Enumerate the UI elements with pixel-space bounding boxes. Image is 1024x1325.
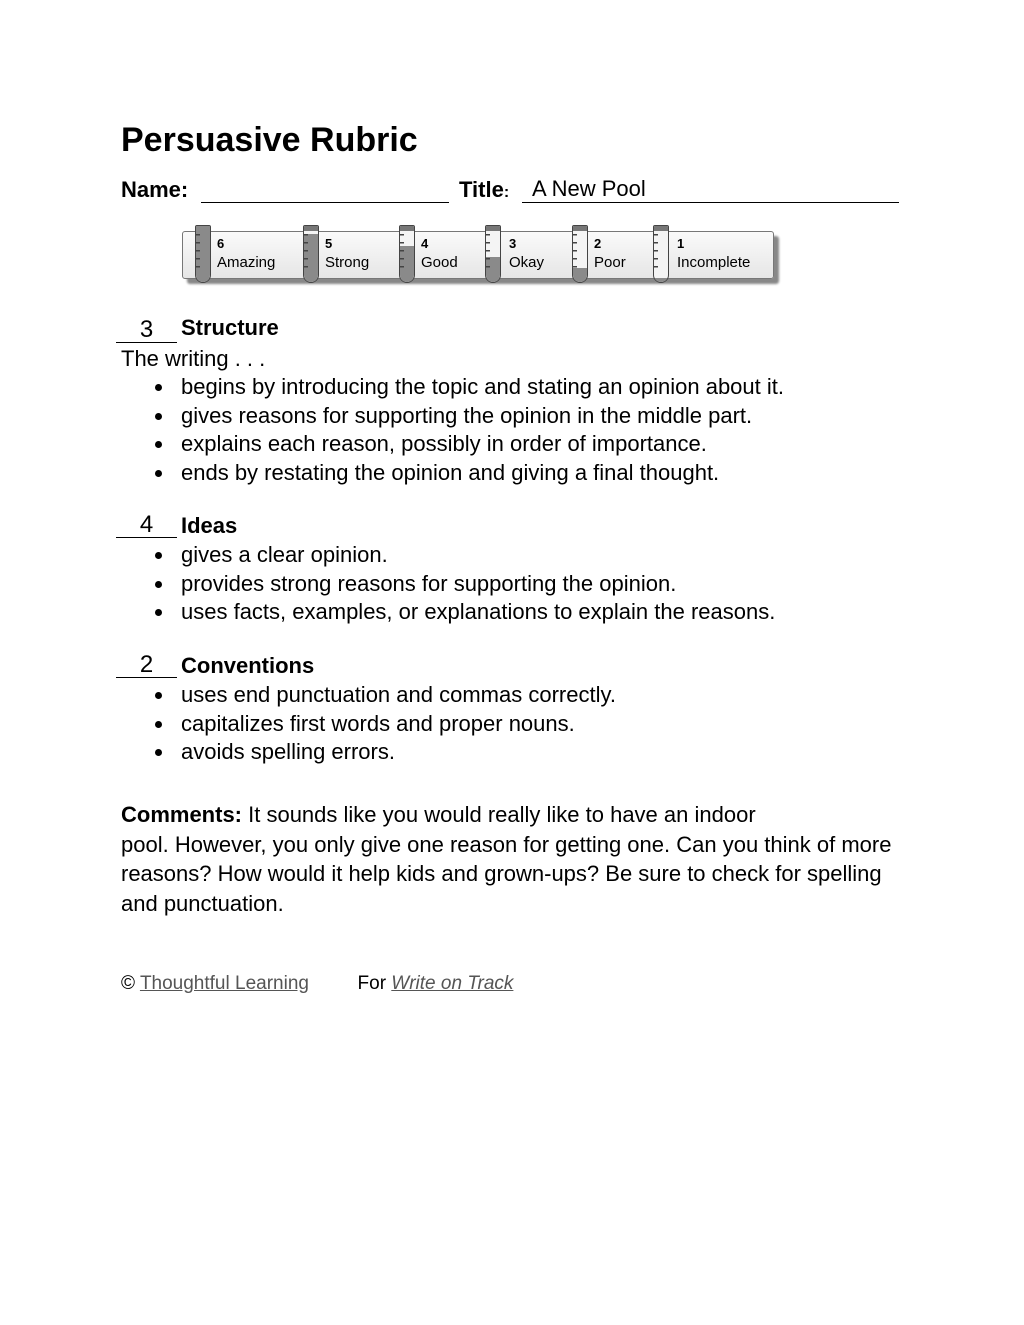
list-item: explains each reason, possibly in order of importance. <box>121 430 784 459</box>
test-tube-icon <box>195 225 211 283</box>
for-label: For <box>357 973 387 994</box>
copyright-symbol: © <box>121 973 135 994</box>
scale-number: 6 <box>217 236 225 251</box>
list-item: uses facts, examples, or explanations to explain the reasons. <box>121 598 775 627</box>
scale-number: 4 <box>421 236 429 251</box>
title-label <box>459 176 509 207</box>
conventions-heading: Conventions <box>181 653 315 678</box>
test-tube-icon <box>303 225 319 283</box>
rating-scale <box>182 231 774 279</box>
structure-intro: The writing . . . <box>121 346 266 371</box>
comments-first-line: It sounds like you would really like to have an indoor <box>242 802 756 827</box>
footer <box>121 972 513 996</box>
list-item: capitalizes first words and proper nouns. <box>121 710 616 739</box>
scale-label: Okay <box>509 254 545 271</box>
ideas-score[interactable]: 4 <box>116 511 177 538</box>
structure-heading: Structure <box>181 315 279 340</box>
conventions-criteria-list <box>121 681 616 767</box>
list-item: gives reasons for supporting the opinion in the middle part. <box>121 402 784 431</box>
ideas-heading: Ideas <box>181 513 238 538</box>
title-value: A New Pool <box>532 176 646 201</box>
page-title: Persuasive Rubric <box>121 121 418 159</box>
scale-number: 5 <box>325 236 333 251</box>
name-label: Name: <box>121 177 189 202</box>
list-item: begins by introducing the topic and stating an opinion about it. <box>121 373 784 402</box>
scale-label: Strong <box>325 254 370 271</box>
title-label-text: Title <box>459 177 504 202</box>
test-tube-icon <box>485 225 501 283</box>
list-item: avoids spelling errors. <box>121 738 616 767</box>
scale-label: Good <box>421 254 458 271</box>
comments-text: pool. However, you only give one reason for getting one. Can you think of more reasons? How would it help kids and grown-ups? Be sure to check for spelling and punctuation. <box>121 831 892 916</box>
comments-label: Comments: <box>121 802 243 827</box>
conventions-score[interactable]: 2 <box>116 651 177 678</box>
name-value <box>201 176 211 201</box>
test-tube-icon <box>653 225 669 283</box>
structure-score[interactable]: 3 <box>116 316 177 343</box>
scale-label: Poor <box>594 254 626 271</box>
list-item: gives a clear opinion. <box>121 541 775 570</box>
test-tube-icon <box>399 225 415 283</box>
comments-block <box>121 800 901 918</box>
name-field[interactable] <box>201 176 449 203</box>
test-tube-icon <box>572 225 588 283</box>
scale-label: Incomplete <box>677 254 751 271</box>
ideas-criteria-list <box>121 541 775 627</box>
title-field[interactable] <box>522 176 899 203</box>
scale-label: Amazing <box>217 254 276 271</box>
publisher-link[interactable]: Thoughtful Learning <box>139 973 309 994</box>
scale-number: 1 <box>677 236 685 251</box>
list-item: ends by restating the opinion and giving a final thought. <box>121 459 784 488</box>
scale-number: 2 <box>594 236 602 251</box>
list-item: provides strong reasons for supporting the opinion. <box>121 570 775 599</box>
title-label-colon: : <box>503 184 510 201</box>
list-item: uses end punctuation and commas correctly. <box>121 681 616 710</box>
scale-number: 3 <box>509 236 517 251</box>
book-link[interactable]: Write on Track <box>391 973 514 994</box>
structure-criteria-list <box>121 373 784 487</box>
